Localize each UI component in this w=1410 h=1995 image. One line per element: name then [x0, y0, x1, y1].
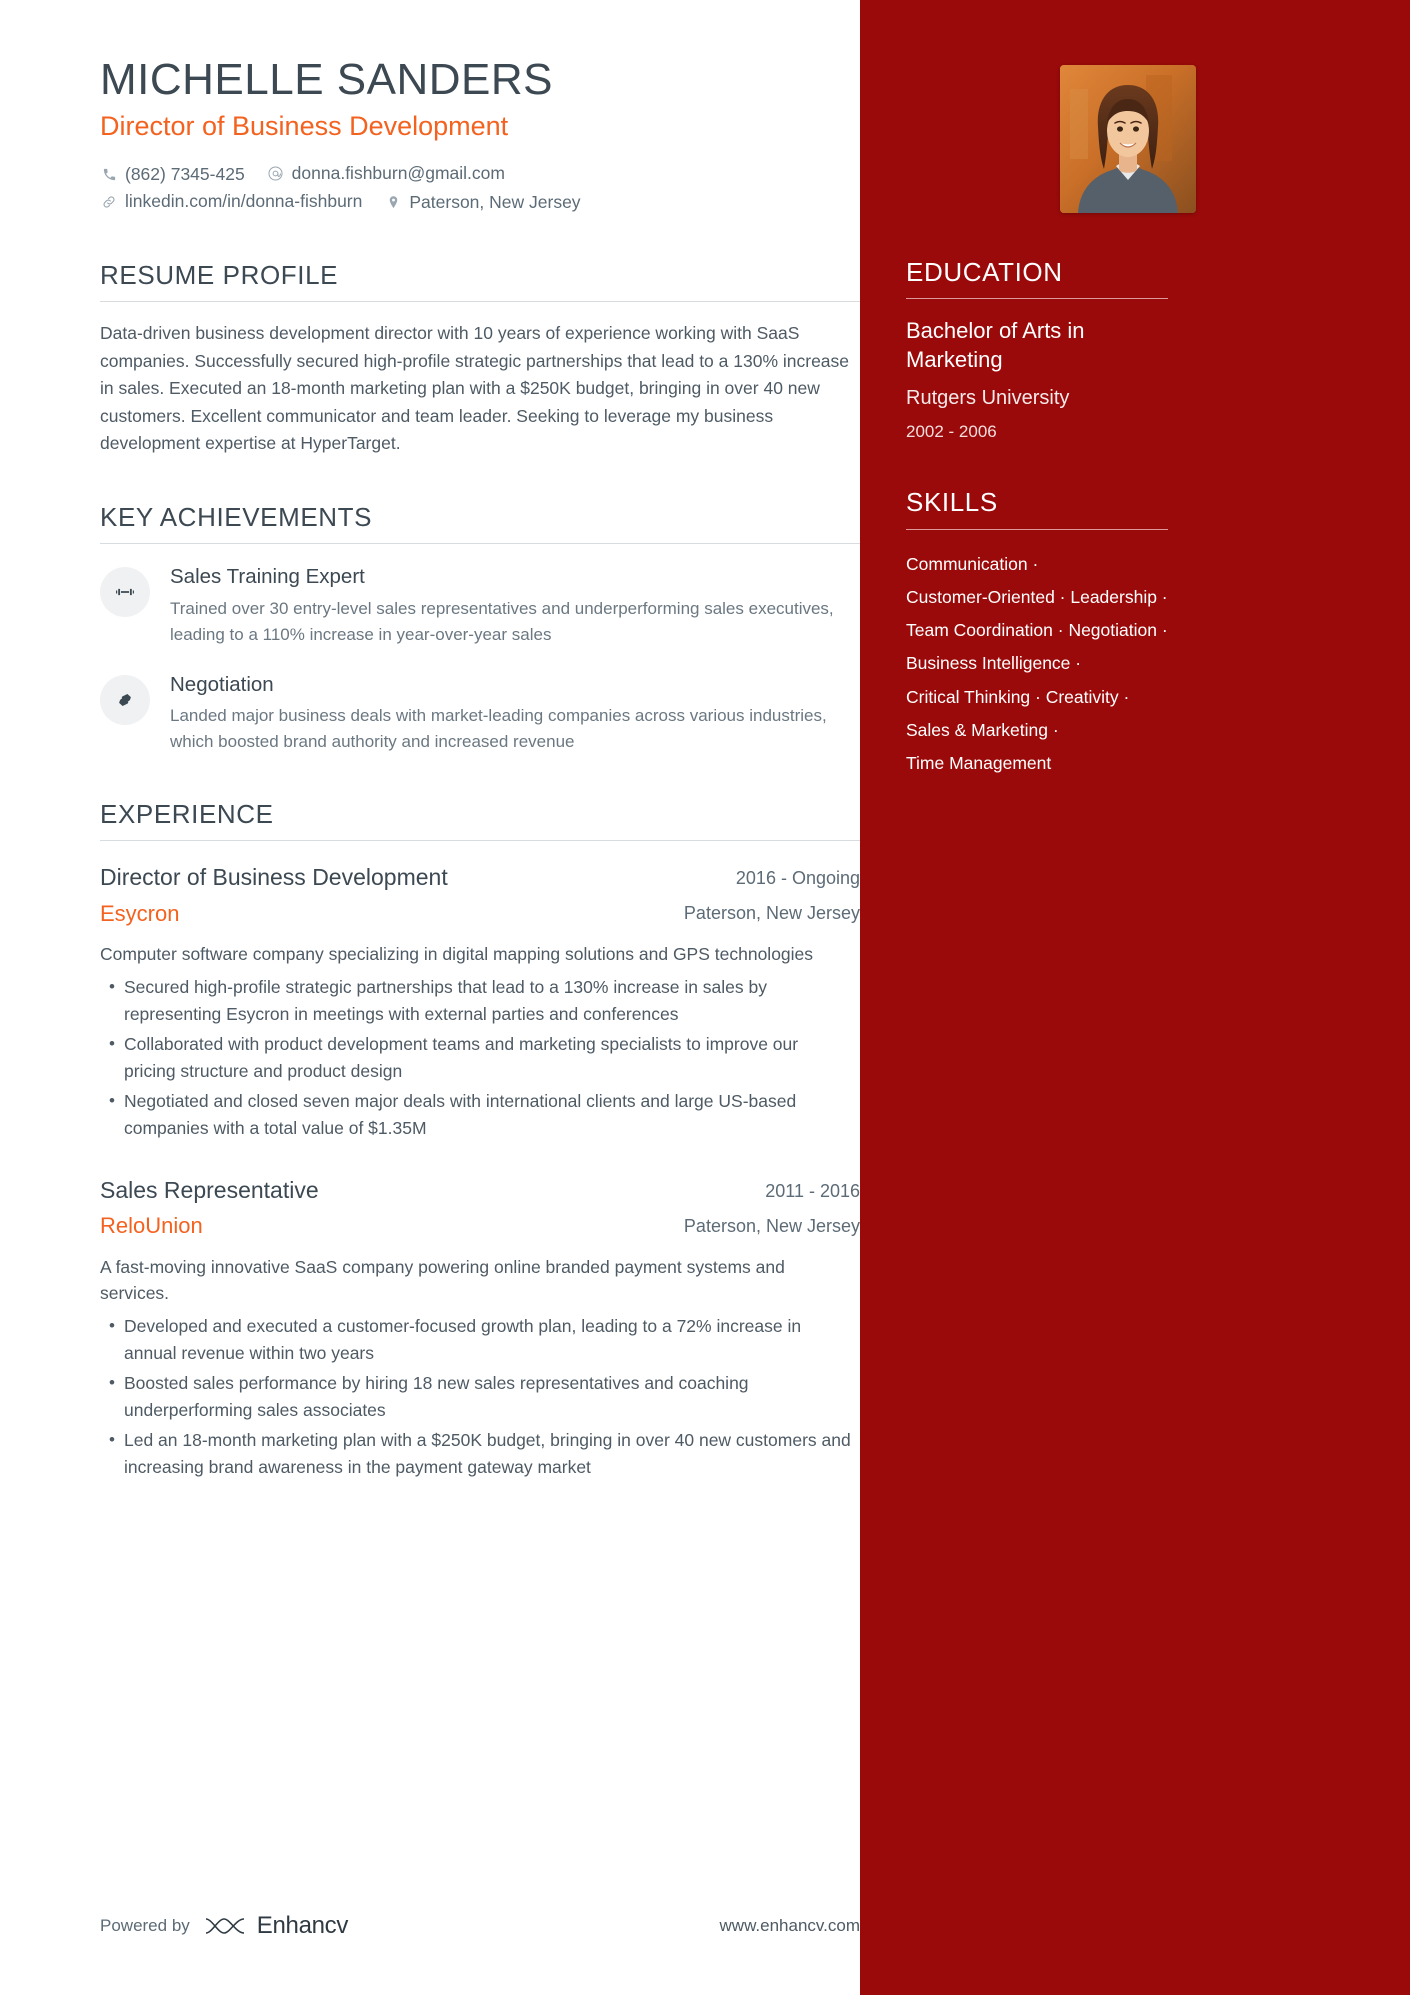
contact-location-text: Paterson, New Jersey	[409, 191, 581, 212]
profile-paragraph: Data-driven business development director with 10 years of experience working with SaaS companies. Successfully secured high-profile strategic partnerships that lead to a 130% increase in sales. Executed an 18-month marketing plan with a $250K budget, bringing in over 40 new customers. Excellent communicator and team leader. Seeking to leverage my business development expertise at HyperTarget.	[100, 322, 850, 454]
bullet-text: Secured high-profile strategic partnerships that lead to a 130% increase in sales by representing Esycron in meetings with external parties and conferences	[124, 976, 768, 1024]
bullet-dot: •	[109, 1091, 115, 1111]
page-footer	[100, 1912, 860, 1940]
experience-summary: A fast-moving innovative SaaS company powering online branded payment systems and services.	[100, 1256, 785, 1304]
achievement-title: Negotiation	[170, 672, 274, 696]
enhancv-logo-icon	[202, 1915, 248, 1937]
section-key-achievements	[100, 502, 860, 755]
section-divider	[906, 298, 1168, 299]
experience-right	[660, 863, 860, 925]
section-resume-profile	[100, 260, 860, 458]
skills-list	[906, 548, 1174, 781]
experience-location: Paterson, New Jersey	[683, 1215, 860, 1236]
experience-dates: 2016 - Ongoing	[735, 868, 860, 889]
sidebar	[860, 0, 1410, 1995]
achievement-description: Trained over 30 entry-level sales representatives and underperforming sales executives, leading to a 110% increase in year-over-year sales	[170, 598, 834, 644]
bullet-text: Led an 18-month marketing plan with a $250K budget, bringing in over 40 new customers and increasing brand awareness in the payment gateway market	[124, 1430, 851, 1477]
skill-line: Customer-Oriented · Leadership ·	[906, 586, 1168, 607]
experience-summary: Computer software company specializing in digital mapping solutions and GPS technologies	[100, 944, 814, 965]
bullet-text: Developed and executed a customer-focused growth plan, leading to a 72% increase in annual revenue within two years	[124, 1315, 802, 1363]
experience-company: ReloUnion	[100, 1213, 203, 1239]
contact-location[interactable]	[384, 189, 580, 216]
list-item	[100, 1427, 860, 1480]
bullet-text: Collaborated with product development teams and marketing specialists to improve our pricing structure and product design	[124, 1034, 799, 1081]
section-heading-education: EDUCATION	[906, 257, 1063, 287]
section-skills	[906, 487, 1350, 780]
contact-email[interactable]	[267, 160, 505, 187]
experience-header	[100, 863, 860, 927]
section-divider	[906, 529, 1168, 530]
skill-line: Communication ·	[906, 553, 1039, 574]
powered-by-block	[100, 1912, 348, 1940]
education-degree: Bachelor of Arts in Marketing	[906, 318, 1085, 372]
experience-role: Sales Representative	[100, 1176, 319, 1203]
bullet-dot: •	[109, 1430, 115, 1450]
experience-company: Esycron	[100, 900, 180, 926]
experience-item	[100, 863, 860, 1141]
skill-line: Time Management	[906, 753, 1052, 774]
section-heading-achievements: KEY ACHIEVEMENTS	[100, 502, 373, 533]
footer-url[interactable]: www.enhancv.com	[719, 1916, 860, 1935]
section-education	[906, 257, 1350, 443]
achievements-list	[100, 564, 860, 755]
section-divider	[100, 840, 860, 841]
section-experience	[100, 799, 860, 1481]
dumbbell-icon	[100, 567, 150, 617]
skill-line: Critical Thinking · Creativity ·	[906, 686, 1130, 707]
section-divider	[100, 301, 860, 302]
list-item	[100, 974, 860, 1027]
bullet-text: Negotiated and closed seven major deals with international clients and large US-based companies with a total value of $1.35M	[124, 1091, 797, 1138]
experience-role: Director of Business Development	[100, 864, 448, 891]
education-school: Rutgers University	[906, 387, 1070, 410]
list-item	[100, 1031, 860, 1084]
achievement-body	[170, 564, 860, 647]
experience-left	[100, 863, 640, 927]
bullet-dot: •	[109, 1373, 115, 1393]
list-item	[100, 1370, 860, 1423]
experience-right	[660, 1176, 860, 1238]
contact-email-text: donna.fishburn@gmail.com	[291, 162, 505, 183]
brand-name: Enhancv	[256, 1912, 349, 1939]
header-block	[100, 55, 860, 216]
achievement-item	[100, 672, 860, 755]
avatar-wrap	[906, 65, 1350, 213]
skill-line: Business Intelligence ·	[906, 653, 1082, 674]
bullet-text: Boosted sales performance by hiring 18 new sales representatives and coaching underperforming sales associates	[124, 1373, 749, 1420]
experience-header	[100, 1176, 860, 1240]
skill-line: Team Coordination · Negotiation ·	[906, 620, 1168, 641]
page-title: MICHELLE SANDERS	[100, 55, 554, 104]
powered-by-label: Powered by	[100, 1916, 190, 1935]
achievement-body	[170, 672, 860, 755]
section-heading-skills: SKILLS	[906, 487, 998, 518]
handshake-icon	[100, 675, 150, 725]
phone-icon	[100, 166, 118, 184]
education-dates: 2002 - 2006	[906, 422, 997, 442]
section-heading-experience: EXPERIENCE	[100, 798, 274, 829]
contact-row-1	[100, 160, 860, 188]
bullet-dot: •	[109, 1315, 115, 1335]
experience-dates: 2011 - 2016	[765, 1180, 860, 1201]
header-job-title: Director of Business Development	[100, 110, 509, 141]
contact-linkedin[interactable]	[100, 188, 362, 215]
contact-phone-text: (862) 7345-425	[125, 163, 245, 184]
bullet-dot: •	[109, 1034, 115, 1054]
experience-bullets	[100, 1313, 860, 1481]
section-heading-profile: RESUME PROFILE	[100, 259, 339, 290]
skill-line: Sales & Marketing ·	[906, 719, 1059, 740]
email-icon	[267, 165, 285, 183]
experience-location: Paterson, New Jersey	[683, 903, 860, 924]
experience-left	[100, 1176, 640, 1240]
achievement-title: Sales Training Expert	[170, 565, 365, 589]
list-item	[100, 1088, 860, 1141]
bullet-dot: •	[109, 976, 115, 996]
achievement-item	[100, 564, 860, 647]
contact-phone[interactable]	[100, 161, 245, 188]
avatar	[1060, 65, 1196, 213]
link-icon	[100, 193, 118, 211]
experience-item	[100, 1176, 860, 1481]
location-icon	[384, 193, 402, 211]
contact-linkedin-text: linkedin.com/in/donna-fishburn	[125, 191, 363, 212]
contact-block	[100, 160, 860, 216]
experience-bullets	[100, 974, 860, 1142]
list-item	[100, 1313, 860, 1366]
contact-row-2	[100, 188, 860, 216]
achievement-description: Landed major business deals with market-leading companies across various industries, which boosted brand authority and increased revenue	[170, 706, 827, 752]
section-divider	[100, 543, 860, 544]
